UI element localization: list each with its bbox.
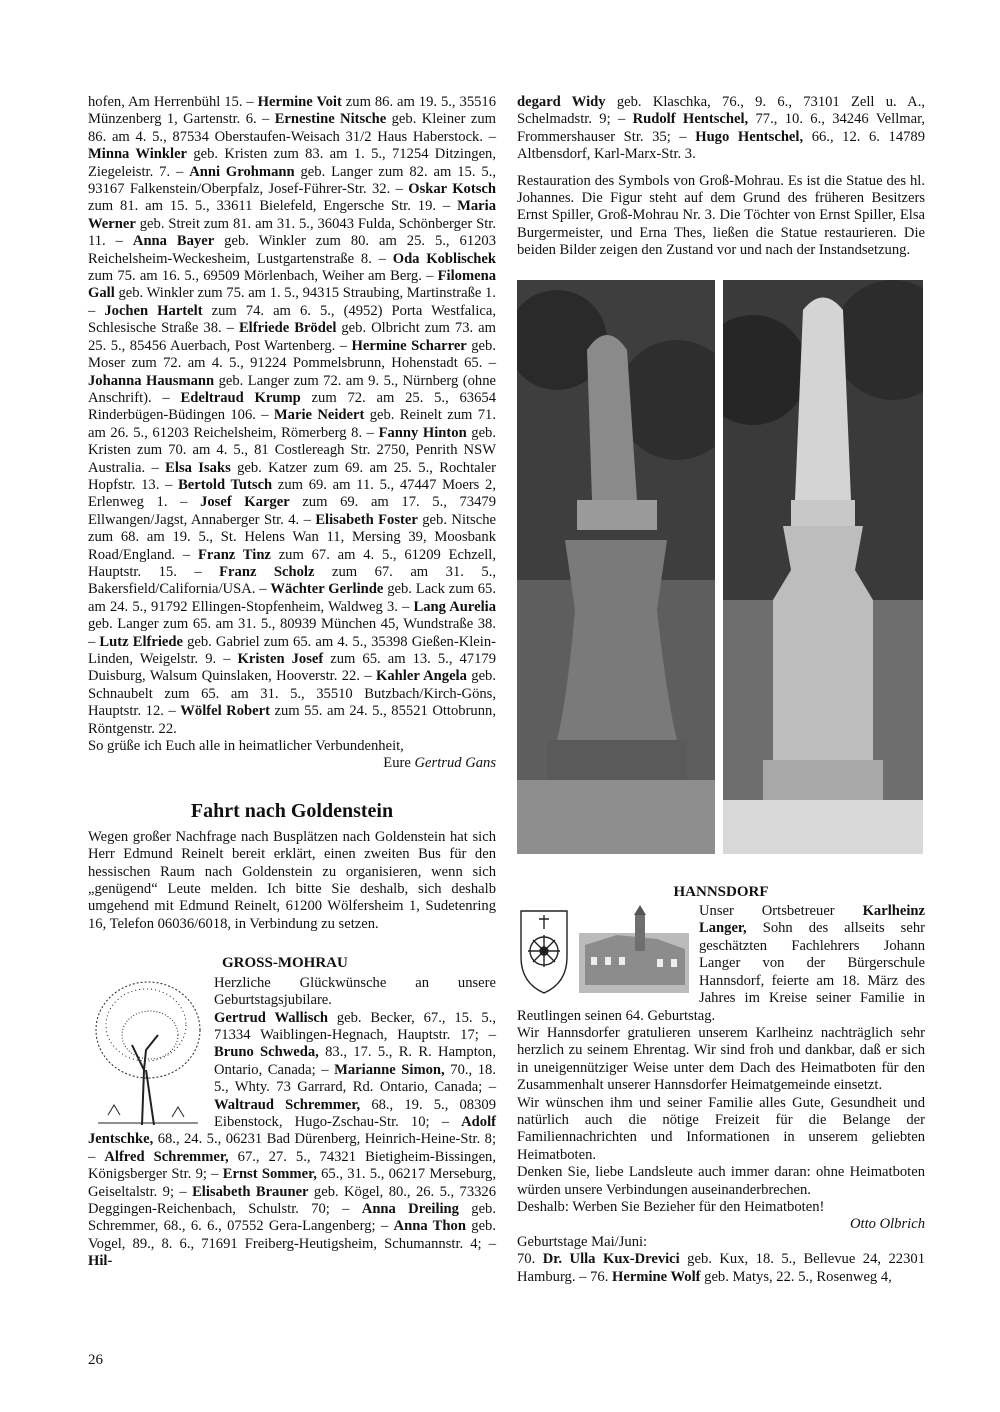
text-run: zum 86. am 19. 5., 35516 Münzenberg 1, Gartenstr. 6. – xyxy=(88,94,497,128)
text-run: geb. Kögel, 80., 26. 5., 73326 Deggingen-Reichenbach, Schulstr. 70; – xyxy=(88,1183,497,1217)
text-run: zum 67. am 4. 5., 61209 Echzell, Hauptstr. 15. – xyxy=(88,546,496,580)
person-name: Hermine Voit xyxy=(257,94,342,110)
person-name: Lutz Elfriede xyxy=(99,633,183,650)
text-run: Unser Ortsbetreuer xyxy=(699,903,863,920)
text-run: 68., 24. 5., 06231 Bad Dürenberg, Heinrich-Heine-Str. 8; – xyxy=(88,1131,496,1165)
text-run: geb. Winkler zum 80. am 25. 5., 61203 Reichelsheim-Weckesheim, Lustgartenstraße 8. – xyxy=(88,233,497,267)
author-signature: Otto Olbrich xyxy=(850,1216,925,1233)
text-run: geb. Kleiner zum 86. am 4. 5., 87534 Oberstaufen-Weisach 31/2 Haus Haberstock. – xyxy=(88,111,496,145)
person-name: Anna Bayer xyxy=(132,233,215,250)
person-name: Rudolf Hentschel, xyxy=(632,111,749,128)
text-run: 67., 27. 5., 74321 Bietigheim-Bissingen, Königsberger Str. 9; – xyxy=(88,1148,496,1183)
person-name: Hil- xyxy=(88,1253,113,1270)
text-run: 70. xyxy=(517,1251,543,1268)
person-name: Jochen Hartelt xyxy=(104,302,203,319)
text-run: zum 69. am 11. 5., 47447 Moers 2, Erlenweg 1. – xyxy=(88,476,497,511)
statue-photo-after xyxy=(723,280,923,854)
text-run: geb. Kristen zum 70. am 4. 5., 81 Costlereagh Str. 2750, Penrith NSW Australia. – xyxy=(88,424,496,476)
person-name: Bertold Tutsch xyxy=(178,476,273,493)
person-name: Oskar Kotsch xyxy=(408,181,496,198)
person-name: Hugo Hentschel, xyxy=(695,128,804,145)
text-run: zum 69. am 17. 5., 73479 Ellwangen/Jagst, Annaberger Str. 4. – xyxy=(88,494,496,528)
hannsdorf-heading: HANNSDORF xyxy=(673,883,769,900)
text-run: hofen, Am Herrenbühl 15. – xyxy=(88,94,258,110)
geburtstage-heading: Geburtstage Mai/Juni: xyxy=(517,1233,648,1250)
person-name: Bruno Schweda, xyxy=(214,1044,319,1061)
person-name: Franz Scholz xyxy=(219,563,315,580)
text-run: zum 67. am 31. 5., Bakersfield/California/USA. – xyxy=(88,563,496,598)
person-name: Hermine Scharrer xyxy=(351,337,467,354)
text-run: zum 75. am 16. 5., 69509 Mörlenbach, Weiher am Berg. – xyxy=(88,268,438,285)
text-run: geb. Kristen zum 83. am 1. 5., 71254 Ditzingen, Ziegeleistr. 7. – xyxy=(88,146,497,180)
person-name: Edeltraud Krump xyxy=(180,389,301,406)
text-run: 83., 17. 5., R. R. Hampton, Ontario, Canada; – xyxy=(214,1044,497,1078)
person-name: Oda Koblischek xyxy=(392,250,496,267)
closing-signature: Gertrud Gans xyxy=(414,755,496,772)
person-name: Lang Aurelia xyxy=(413,598,496,615)
person-name: Elisabeth Foster xyxy=(315,511,418,528)
text-run: geb. Schnaubelt zum 65. am 31. 5., 35510 Butzbach/Kirch-Göns, Hauptstr. 12. – xyxy=(88,668,497,720)
text-run: Sohn des allseits sehr geschätzten Fachlehrers Johann Langer von der Bürgerschule Hannsdorf, feierte am 18. März des Jahres im Kreise seiner Familie in Reutlingen seinen 64. Geburtstag. xyxy=(517,920,925,1024)
person-name: Anna Thon xyxy=(393,1218,466,1235)
statue-photo-before xyxy=(517,280,715,854)
person-name: Waltraud Schremmer, xyxy=(214,1096,361,1113)
person-name: Gertrud Wallisch xyxy=(214,1009,328,1026)
text-run: 77., 10. 6., 34246 Vellmar, Frommershauser Str. 35; – xyxy=(517,111,926,145)
right-column xyxy=(517,94,925,1286)
text-run: 70., 18. 5., Whty. 73 Garrard, Rd. Ontario, Canada; – xyxy=(214,1061,496,1096)
person-name: Anni Grohmann xyxy=(189,163,295,180)
text-run: zum 72. am 25. 5., 63654 Rinderbügen-Büdingen 106. – xyxy=(88,389,496,424)
text-run: geb. Schremmer, 68., 6. 6., 07552 Gera-Langenberg; – xyxy=(88,1200,496,1235)
person-name: Ernestine Nitsche xyxy=(274,111,387,128)
text-run: geb. Streit zum 81. am 31. 5., 36043 Fulda, Schönberger Str. 11. – xyxy=(88,215,496,250)
statue-after-image-icon xyxy=(723,280,923,854)
person-name: Kahler Angela xyxy=(376,668,467,685)
person-name: Adolf Jentschke, xyxy=(88,1113,496,1148)
text-run: geb. Nitsche zum 68. am 19. 5., St. Helens Wan 11, Mersing 39, Moosbank Road/England. – xyxy=(88,511,496,563)
restauration-text: Restauration des Symbols von Groß-Mohrau. Es ist die Statue des hl. Johannes. Die Figur steht auf dem Grund des früheren Besitzers Ernst Spiller, Groß-Mohrau Nr. 3. Die Töchter von Ernst Spiller, Elsa Burgermeister, und Erna Thes, ließen die Statue restaurieren. Die beiden Bilder zeigen den Zustand vor und nach der Instandsetzung. xyxy=(517,172,925,259)
person-name: Fanny Hinton xyxy=(378,424,467,441)
text-run: zum 81. am 15. 5., 33611 Bielefeld, Engersche Str. 19. – xyxy=(88,198,458,215)
person-name: Filomena Gall xyxy=(88,268,496,302)
gross-mohrau-heading: GROSS-MOHRAU xyxy=(222,955,348,972)
statue-before-image-icon xyxy=(517,280,715,854)
person-name: Josef Karger xyxy=(200,494,290,511)
person-name: Alfred Schremmer, xyxy=(104,1148,229,1165)
person-name: Ernst Sommer, xyxy=(222,1166,317,1183)
text-run: geb. Winkler zum 75. am 1. 5., 94315 Straubing, Martinstraße 1. – xyxy=(88,285,496,319)
person-name: Elisabeth Brauner xyxy=(192,1183,309,1200)
left-column xyxy=(88,94,496,1271)
person-name: Elfriede Brödel xyxy=(238,320,337,337)
person-name: Kristen Josef xyxy=(237,651,324,667)
text-run: geb. Lack zum 65. am 24. 5., 91792 Ellingen-Stopfenheim, Waldweg 3. – xyxy=(88,581,497,615)
person-name: Hermine Wolf xyxy=(612,1268,701,1285)
person-name: Dr. Ulla Kux-Drevici xyxy=(542,1251,680,1268)
person-name: Franz Tinz xyxy=(198,546,271,563)
text-run: geb. Becker, 67., 15. 5., 71334 Waiblingen-Hegnach, Hauptstr. 17; – xyxy=(214,1009,496,1043)
text-run: geb. Langer zum 65. am 31. 5., 80939 München 45, Wundstraße 38. – xyxy=(88,616,496,650)
hannsdorf-paragraph-4: Denken Sie, liebe Landsleute auch immer daran: ohne Heimatboten würden unsere Verbindungen auseinanderbrechen. xyxy=(517,1164,925,1198)
birthday-list xyxy=(88,94,496,738)
text-run: zum 55. am 24. 5., 85521 Ottobrunn, Röntgenstr. 22. xyxy=(88,703,496,737)
text-run: geb. Langer zum 82. am 15. 5., 93167 Falkenstein/Oberpfalz, Josef-Führer-Str. 32. – xyxy=(88,163,497,198)
person-name: Marie Neidert xyxy=(273,407,365,424)
person-name: Johanna Hausmann xyxy=(88,372,215,389)
hannsdorf-paragraph-3: Wir wünschen ihm und seiner Familie alles Gute, Gesundheit und natürlich auch die nötige Freizeit für die Belange der Familiennachrichten und Informationen in unserem geliebten Heimatboten. xyxy=(517,1094,925,1163)
text-run: geb. Vogel, 89., 8. 6., 71691 Freiberg-Heutigsheim, Schumannstr. 4; – xyxy=(88,1218,497,1252)
text-run: zum 74. am 6. 5., (4952) Porta Westfalica, Schlesische Straße 38. – xyxy=(88,302,496,337)
person-name: Marianne Simon, xyxy=(334,1061,445,1078)
text-run: geb. Matys, 22. 5., Rosenweg 4, xyxy=(700,1268,892,1285)
person-name: Karlheinz Langer, xyxy=(699,903,925,937)
person-name: Maria Werner xyxy=(88,198,496,232)
text-run: 68., 19. 5., 08309 Eibenstock, Hugo-Zschau-Str. 10; – xyxy=(214,1096,496,1130)
tree-illustration-icon xyxy=(88,975,206,1125)
person-name: Anna Dreiling xyxy=(361,1200,459,1217)
birthday-list-continued xyxy=(517,94,925,164)
hannsdorf-paragraph-2: Wir Hannsdorfer gratulieren unserem Karlheinz nachträglich sehr herzlich zu seinem Ehrentag. Wir sind froh und dankbar, daß er sich in uneigennütziger Weise unter dem Dach des Heimatboten für den Zusammenhalt unserer Hannsdorfer Heimatgemeinde einsetzt. xyxy=(517,1024,925,1094)
fahrt-text: Wegen großer Nachfrage nach Busplätzen nach Goldenstein hat sich Herr Edmund Reinelt bereit erklärt, einen zweiten Bus für den hessischen Raum nach Goldenstein zu organisieren, wenn sich „genügend“ Leute melden. Ich bitte Sie deshalb, sich deshalb umgehend mit Edmund Reinelt, 61200 Wölfersheim 1, Sudetenring 16, Telefon 06036/6018, in Verbindung zu setzen. xyxy=(88,828,496,932)
fahrt-heading: Fahrt nach Goldenstein xyxy=(190,799,394,822)
person-name: Elsa Isaks xyxy=(165,459,231,476)
text-run: geb. Olbricht zum 73. am 25. 5., 85456 Auerbach, Post Wartenberg. – xyxy=(88,320,496,354)
text-run: geb. Gabriel zum 65. am 4. 5., 35398 Gießen-Klein-Linden, Weigelstr. 9. – xyxy=(88,633,496,667)
person-name: Minna Winkler xyxy=(88,146,188,163)
hannsdorf-crest-icon xyxy=(517,905,693,997)
text-run: zum 65. am 13. 5., 47179 Duisburg, Walsum Quinslaken, Hooverstr. 22. – xyxy=(88,651,496,685)
text-run: geb. Klaschka, 76., 9. 6., 73101 Zell u. A., Schelmadstr. 9; – xyxy=(517,94,925,128)
text-run: geb. Langer zum 72. am 9. 5., Nürnberg (ohne Anschrift). – xyxy=(88,372,496,406)
statue-photos xyxy=(517,280,925,878)
text-run: 65., 31. 5., 06217 Merseburg, Geiseltalstr. 9; – xyxy=(88,1166,496,1200)
text-run: 66., 12. 6. 14789 Altbensdorf, Karl-Marx-Str. 3. xyxy=(517,128,926,163)
page-number: 26 xyxy=(88,1352,103,1368)
person-name: Wölfel Robert xyxy=(180,703,270,720)
person-name: Wächter Gerlinde xyxy=(270,581,384,598)
closing-line: So grüße ich Euch alle in heimatlicher Verbundenheit, xyxy=(88,738,404,755)
text-run: geb. Reinelt zum 71. am 26. 5., 61203 Reichelsheim, Römerberg 8. – xyxy=(88,407,496,441)
gross-mohrau-intro: Herzliche Glückwünsche an unsere Geburtstagsjubilare. xyxy=(214,974,496,1009)
text-run: geb. Kux, 18. 5., Bellevue 24, 22301 Hamburg. – 76. xyxy=(517,1251,925,1285)
text-run: geb. Katzer zum 69. am 25. 5., Rochtaler Hopfstr. 13. – xyxy=(88,459,496,493)
text-run: geb. Moser zum 72. am 4. 5., 91224 Pommelsbrunn, Hohenstadt 65. – xyxy=(88,337,496,372)
closing-signature-line xyxy=(88,755,496,772)
closing-prefix: Eure xyxy=(383,755,411,772)
person-name: degard Widy xyxy=(517,94,606,110)
geburtstage-list xyxy=(517,1251,925,1286)
hannsdorf-paragraph-5: Deshalb: Werben Sie Bezieher für den Heimatboten! xyxy=(517,1198,825,1215)
